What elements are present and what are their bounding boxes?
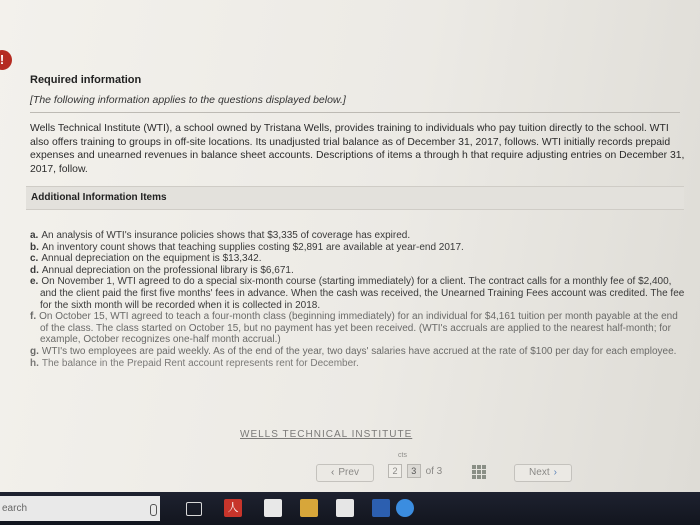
next-label: Next bbox=[529, 467, 550, 478]
pdf-icon[interactable]: 人 bbox=[224, 499, 242, 517]
item-letter: c. bbox=[30, 253, 39, 265]
item-letter: g. bbox=[30, 345, 39, 357]
mail-icon[interactable] bbox=[336, 499, 354, 517]
additional-information-title: Additional Information Items bbox=[31, 192, 167, 203]
prev-button[interactable] bbox=[316, 464, 374, 482]
item-letter: a. bbox=[30, 230, 39, 241]
item-text: An analysis of WTI's insurance policies shows that $3,335 of coverage has expired. bbox=[41, 230, 411, 241]
list-item bbox=[30, 358, 685, 370]
item-letter: e. bbox=[30, 276, 39, 288]
list-item bbox=[30, 311, 685, 346]
item-text: Annual depreciation on the equipment is $13,342. bbox=[41, 253, 262, 265]
grid-icon[interactable] bbox=[472, 465, 486, 479]
divider bbox=[30, 112, 680, 113]
additional-information-header bbox=[26, 186, 684, 210]
item-text: The balance in the Prepaid Rent account represents rent for December. bbox=[41, 357, 359, 369]
task-view-icon[interactable] bbox=[186, 502, 202, 516]
item-letter: d. bbox=[30, 264, 39, 276]
app-icon[interactable] bbox=[372, 499, 390, 517]
list-item bbox=[30, 242, 685, 254]
chevron-left-icon: ‹ bbox=[331, 467, 335, 478]
search-placeholder: earch bbox=[2, 503, 28, 514]
list-item bbox=[30, 230, 685, 242]
next-button[interactable] bbox=[514, 464, 572, 482]
item-text: On October 15, WTI agreed to teach a four-month class (beginning immediately) for an individual for $4,161 tuition per month payable at the end of the class. The class started on October 15, but no payment has yet been received. (WTI's accruals are applied to the nearest half-month; for example, October recognizes one-half month accrual.) bbox=[39, 311, 678, 346]
problem-intro-text: Wells Technical Institute (WTI), a school owned by Tristana Wells, provides training to individuals who pay tuition directly to the school. WTI also offers training to groups in off-site locations. Its unadjusted trial balance as of December 31, 2017, follows. WTI initially records prepaid expenses and unearned revenues in balance sheet accounts. Descriptions of items a through h that require adjusting entries on December 31, 2017, follow. bbox=[30, 123, 685, 175]
chevron-right-icon: › bbox=[553, 467, 557, 478]
item-text: Annual depreciation on the professional library is $6,671. bbox=[41, 264, 294, 276]
list-item bbox=[30, 265, 685, 277]
list-item bbox=[30, 346, 685, 358]
required-information-heading: Required information bbox=[30, 74, 142, 86]
microphone-icon[interactable] bbox=[150, 504, 157, 516]
page-indicator bbox=[388, 464, 442, 480]
browser-icon[interactable] bbox=[396, 499, 414, 517]
store-icon[interactable] bbox=[264, 499, 282, 517]
adjusting-items-list bbox=[30, 230, 685, 369]
item-letter: h. bbox=[30, 357, 39, 369]
list-item bbox=[30, 276, 685, 311]
current-page-button[interactable]: 3 bbox=[407, 464, 421, 478]
page-mini-label: cts bbox=[398, 452, 407, 459]
prev-label: Prev bbox=[338, 467, 359, 478]
instructions-subheading: [The following information applies to the questions displayed below.] bbox=[30, 94, 346, 106]
institute-logo-text: WELLS TECHNICAL INSTITUTE bbox=[240, 429, 413, 440]
file-explorer-icon[interactable] bbox=[300, 499, 318, 517]
windows-taskbar bbox=[0, 492, 700, 525]
item-letter: f. bbox=[30, 311, 37, 323]
page-total: of 3 bbox=[425, 466, 443, 477]
item-text: WTI's two employees are paid weekly. As of the end of the year, two days' salaries have accrued at the rate of $100 per day for each employee. bbox=[41, 345, 677, 357]
item-text: On November 1, WTI agreed to do a special six-month course (starting immediately) for a client. The contract calls for a monthly fee of $2,400, and the client paid the first five months' fees in advance. When the cash was received, the Unearned Training Fees account was credited. The fee for the sixth month will be recorded when it is collected in 2018. bbox=[40, 276, 685, 311]
alert-icon: ! bbox=[0, 50, 12, 70]
list-item bbox=[30, 253, 685, 265]
page-button[interactable]: 2 bbox=[388, 464, 402, 478]
taskbar-search-input[interactable] bbox=[0, 496, 160, 521]
item-letter: b. bbox=[30, 241, 39, 253]
question-navigation bbox=[300, 452, 700, 484]
item-text: An inventory count shows that teaching supplies costing $2,891 are available at year-end 2017. bbox=[41, 241, 464, 253]
